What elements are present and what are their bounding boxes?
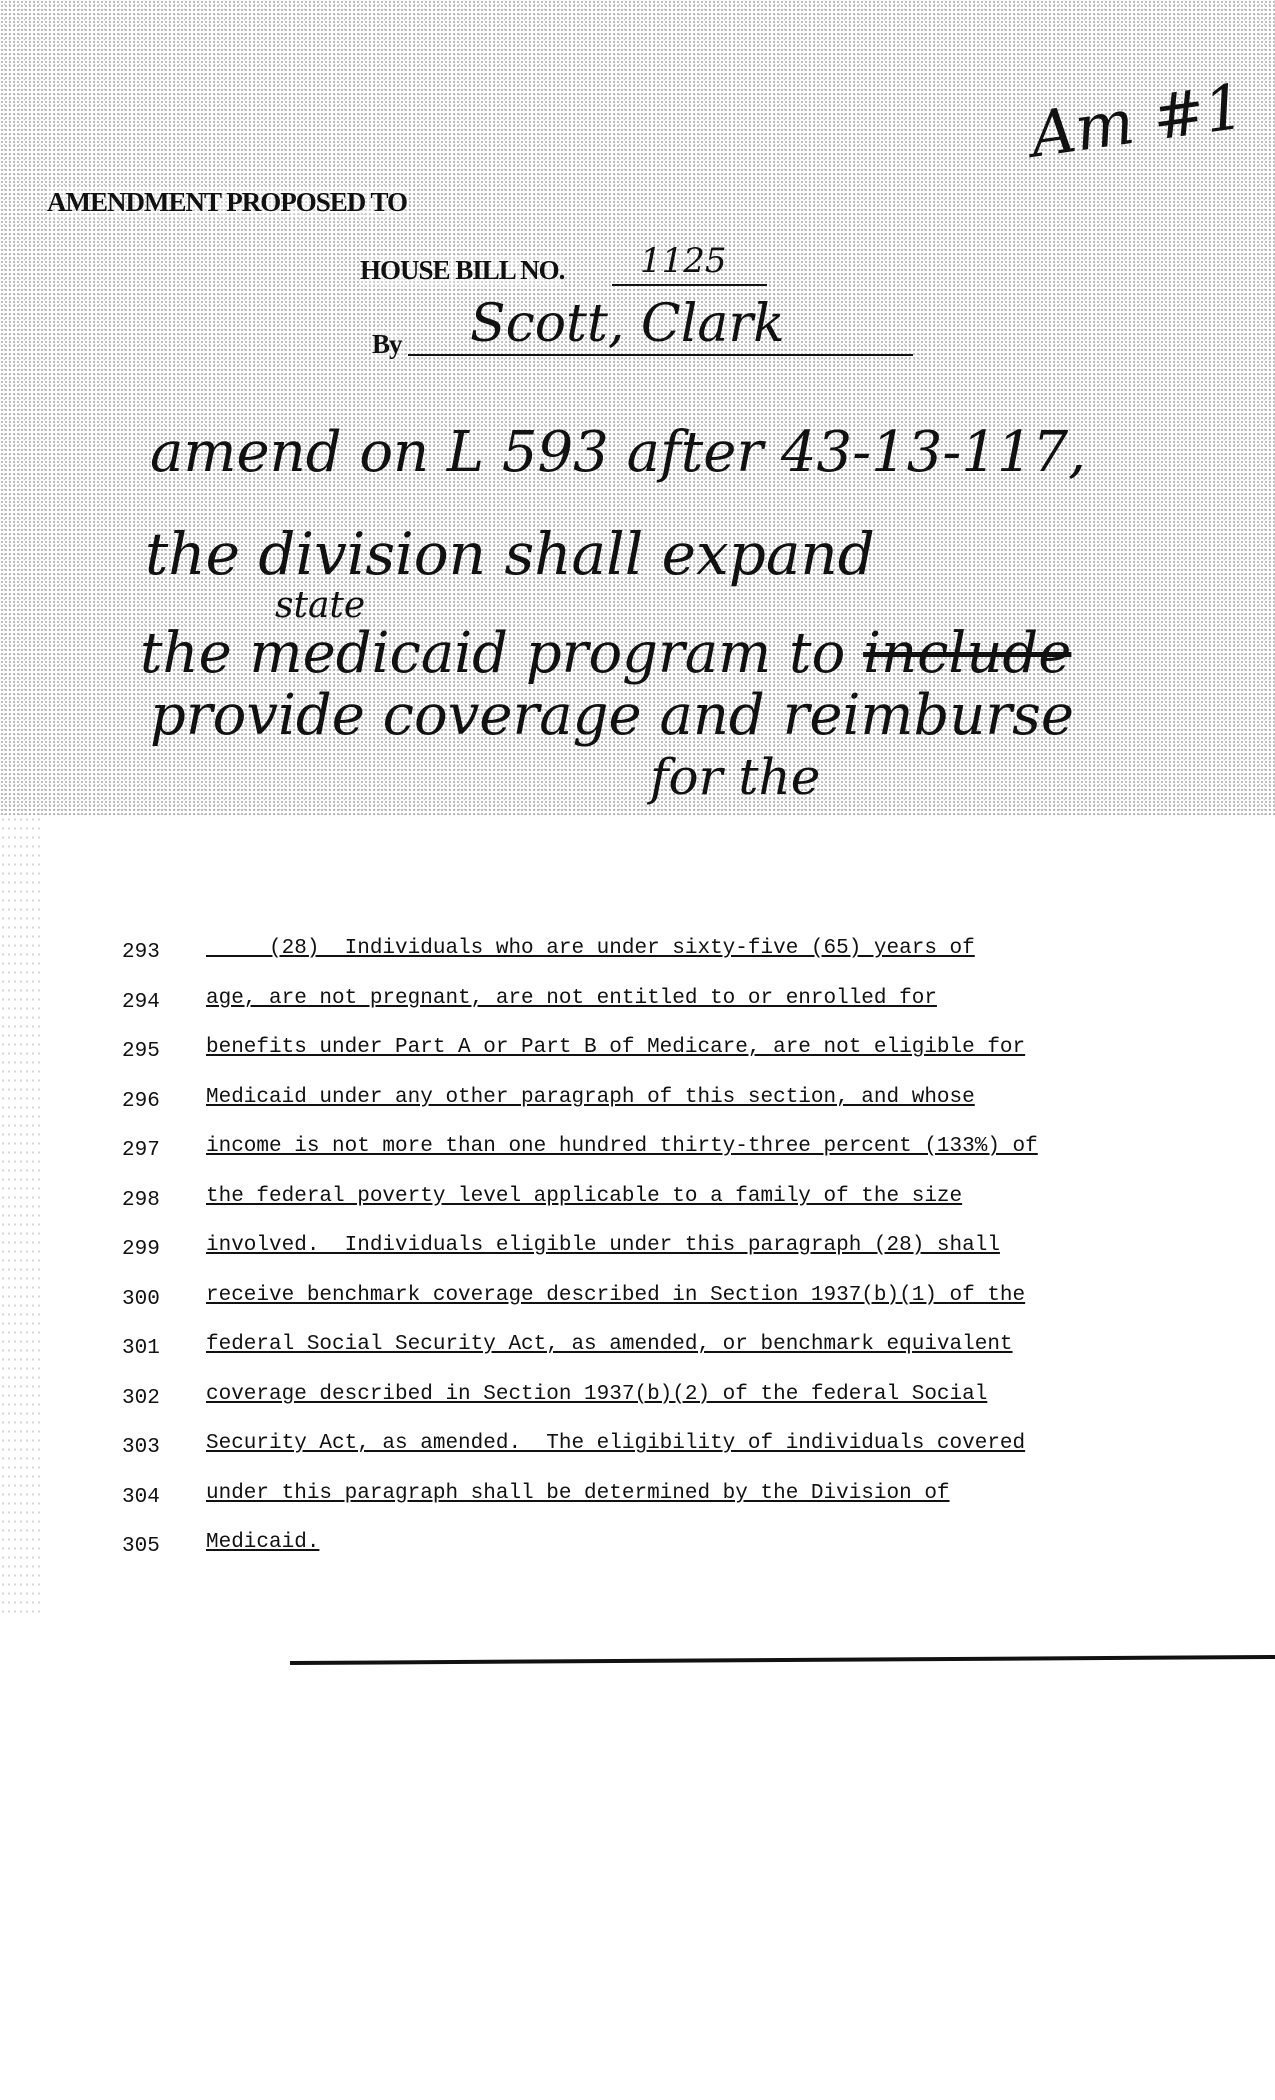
line-number: 295 bbox=[122, 1040, 160, 1063]
sponsor-line bbox=[408, 354, 913, 356]
bill-text-line: benefits under Part A or Part B of Medicare, are not eligible for bbox=[206, 1036, 1026, 1059]
bill-text-line: age, are not pregnant, are not entitled to or enrolled for bbox=[206, 986, 937, 1010]
bill-number: 1125 bbox=[640, 241, 727, 281]
bill-text-line: the federal poverty level applicable to a family of the size bbox=[206, 1184, 963, 1208]
bill-text-line: involved. Individuals eligible under this paragraph (28) shall bbox=[206, 1234, 1000, 1257]
line-number: 297 bbox=[122, 1139, 160, 1162]
line-number: 298 bbox=[122, 1188, 160, 1212]
line-number: 303 bbox=[122, 1436, 160, 1459]
bill-text-line: under this paragraph shall be determined by the Division of bbox=[206, 1481, 950, 1505]
bill-number-line bbox=[612, 284, 767, 286]
handwritten-line-4: provide coverage and reimburse bbox=[150, 683, 1075, 748]
bill-text-line: federal Social Security Act, as amended, or benchmark equivalent bbox=[206, 1333, 1013, 1356]
bill-label: HOUSE BILL NO. bbox=[360, 255, 565, 285]
handwritten-insert: state bbox=[275, 585, 366, 626]
line-number: 302 bbox=[122, 1386, 160, 1410]
handwritten-line-2: the division shall expand bbox=[145, 520, 875, 588]
by-label: By bbox=[372, 329, 402, 359]
handwritten-line-5: for the bbox=[650, 748, 821, 806]
struck-word: include bbox=[863, 621, 1072, 686]
line-number: 296 bbox=[122, 1089, 160, 1113]
signature-line bbox=[290, 1655, 1275, 1665]
handwritten-line-1: amend on L 593 after 43-13-117, bbox=[150, 420, 1086, 485]
line-number: 293 bbox=[122, 941, 160, 964]
document-title: AMENDMENT PROPOSED TO bbox=[47, 187, 408, 217]
amendment-number-mark: Am #1 bbox=[1025, 69, 1249, 172]
bill-text-line: receive benchmark coverage described in Section 1937(b)(1) of the bbox=[206, 1283, 1026, 1307]
bill-text-line: coverage described in Section 1937(b)(2) of the federal Social bbox=[206, 1382, 988, 1406]
line-number: 299 bbox=[122, 1238, 160, 1261]
line-number: 304 bbox=[122, 1485, 160, 1509]
line-number: 294 bbox=[122, 990, 160, 1014]
bill-text-line: Medicaid under any other paragraph of this section, and whose bbox=[206, 1085, 975, 1109]
handwritten-line-3 bbox=[140, 621, 1072, 686]
line-number: 305 bbox=[122, 1535, 160, 1558]
bill-text-line: income is not more than one hundred thirty-three percent (133%) of bbox=[206, 1135, 1038, 1158]
scan-edge-noise bbox=[0, 815, 40, 1615]
line-number: 300 bbox=[122, 1287, 160, 1311]
bill-text-line: Security Act, as amended. The eligibility of individuals covered bbox=[206, 1432, 1026, 1455]
bill-text-line: (28) Individuals who are under sixty-five (65) years of bbox=[206, 937, 975, 960]
sponsor-signature: Scott, Clark bbox=[470, 294, 785, 354]
handwritten-line-3-text: the medicaid program to bbox=[140, 621, 846, 686]
line-number: 301 bbox=[122, 1337, 160, 1360]
bill-text-line: Medicaid. bbox=[206, 1531, 320, 1554]
